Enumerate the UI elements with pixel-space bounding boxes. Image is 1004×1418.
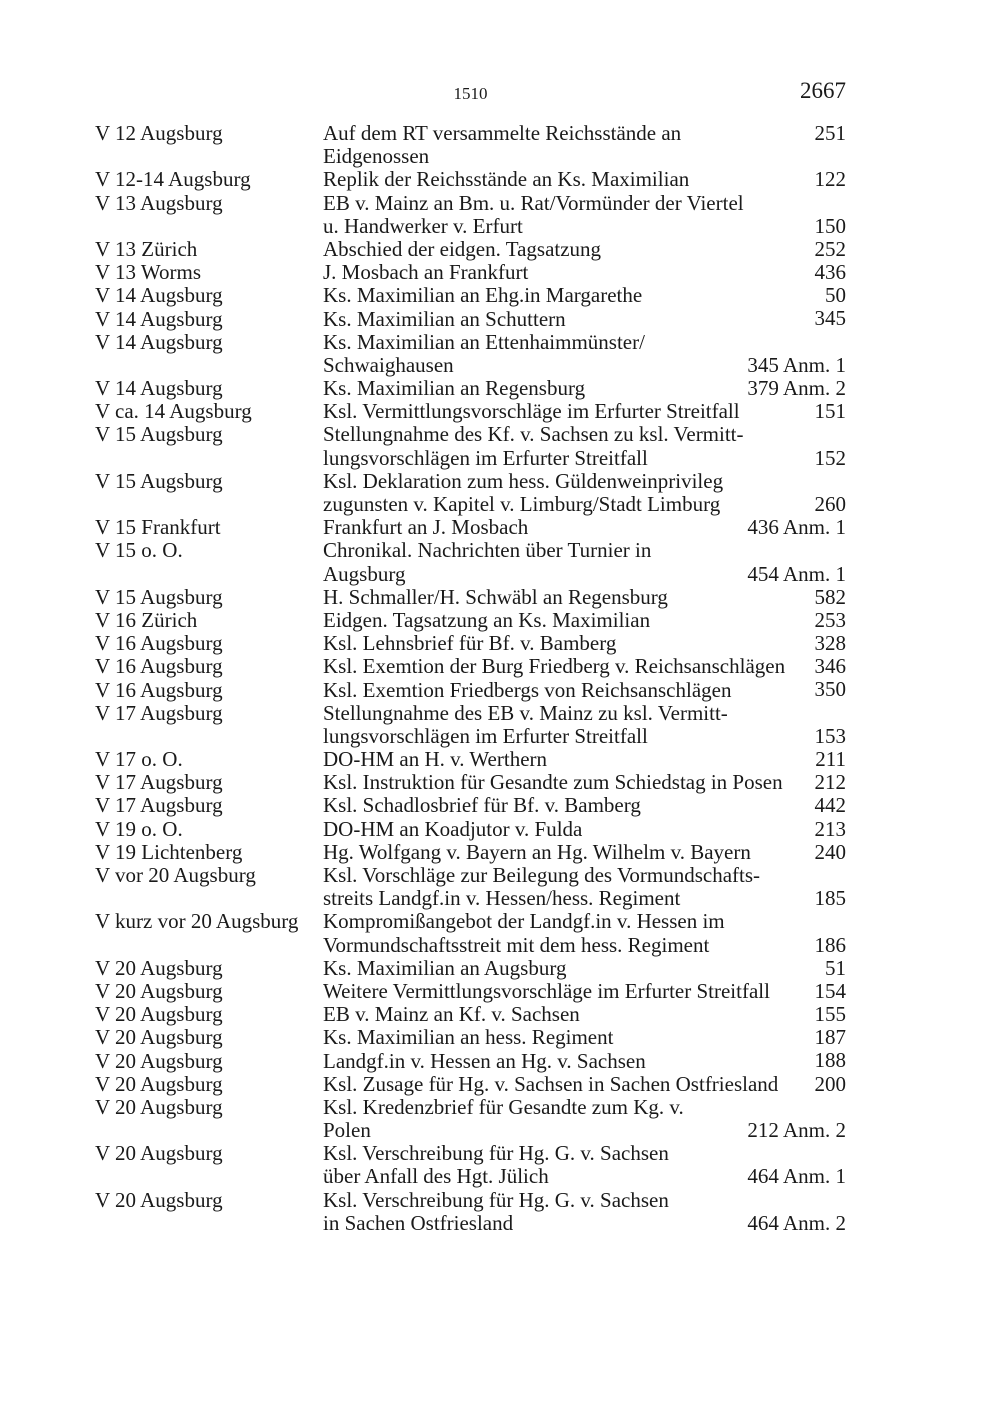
entry-description-text: Schwaighausen [323, 352, 454, 377]
entry-description-line [323, 794, 846, 817]
entry-date-place: V 16 Augsburg [95, 677, 223, 702]
entry-description [323, 122, 846, 168]
entry-description [323, 1189, 846, 1235]
entry-description-text: Augsburg [323, 561, 406, 586]
entry-description-text: über Anfall des Hgt. Jülich [323, 1164, 549, 1189]
entry-description-text: DO-HM an H. v. Werthern [323, 747, 548, 772]
entry-date-place: V 19 Lichtenberg [95, 839, 243, 864]
entry-date-place: V 17 o. O. [95, 747, 183, 772]
entry-reference-number: 260 [814, 491, 846, 516]
entry-reference-number: 51 [825, 955, 846, 980]
entry-reference-number: 50 [825, 283, 846, 308]
page-year: 1510 [453, 84, 488, 103]
entry-description-text: Chronikal. Nachrichten über Turnier in [323, 538, 652, 563]
entry-description-text: Ksl. Schadlosbrief für Bf. v. Bamberg [323, 793, 641, 818]
entry-description-text: DO-HM an Koadjutor v. Fulda [323, 816, 583, 841]
entry-description-line [323, 261, 846, 284]
entry-description-text: Kompromißangebot der Landgf.in v. Hessen im [323, 909, 725, 934]
entry-reference-number: 345 [814, 306, 846, 331]
entry-date-place: V 20 Augsburg [95, 978, 223, 1003]
entry-date-place: V 14 Augsburg [95, 329, 223, 354]
entry-description-line [323, 308, 846, 331]
entry-description [323, 516, 846, 539]
entry-description-text: Ksl. Instruktion für Gesandte zum Schiedstag in Posen [323, 770, 783, 795]
entry-description-line [323, 168, 846, 191]
entry-description [323, 841, 846, 864]
entry-description-text: Ksl. Verschreibung für Hg. G. v. Sachsen [323, 1187, 669, 1212]
entry-description-text: Ksl. Lehnsbrief für Bf. v. Bamberg [323, 631, 617, 656]
entry-description [323, 1050, 846, 1073]
entry-description-line [323, 493, 846, 516]
index-entry [95, 586, 846, 609]
entry-description-line [323, 1165, 846, 1188]
entry-description [323, 192, 846, 238]
entry-reference-number: 442 [814, 793, 846, 818]
entry-date-place: V vor 20 Augsburg [95, 863, 256, 887]
entry-description-line [323, 1050, 846, 1073]
entry-description-line [323, 516, 846, 539]
index-entry [95, 168, 846, 191]
index-entry [95, 1073, 846, 1096]
entry-description [323, 168, 846, 191]
entry-reference-number: 212 [814, 770, 846, 795]
entry-date-place: V 14 Augsburg [95, 376, 223, 401]
chronological-index [95, 122, 846, 1235]
entry-date-place: V 20 Augsburg [95, 1187, 223, 1212]
entry-description [323, 864, 846, 910]
entry-date-place: V 15 o. O. [95, 538, 183, 563]
entry-reference-number: 240 [814, 839, 846, 864]
entry-description-line [323, 957, 846, 980]
entry-description [323, 702, 846, 748]
entry-description-line [323, 1026, 846, 1049]
entry-description-line [323, 655, 846, 678]
entry-date-place: V 16 Augsburg [95, 654, 223, 679]
entry-description-line [323, 400, 846, 423]
entry-description [323, 331, 846, 377]
entry-description [323, 1096, 846, 1142]
entry-description [323, 377, 846, 400]
entry-reference-number: 454 Anm. 1 [747, 561, 846, 586]
index-entry [95, 980, 846, 1003]
entry-date-place: V ca. 14 Augsburg [95, 399, 252, 424]
index-entry [95, 748, 846, 771]
index-entry [95, 308, 846, 331]
entry-description-text: Abschied der eidgen. Tagsatzung [323, 236, 602, 261]
entry-description [323, 794, 846, 817]
entry-description-text: Replik der Reichsstände an Ks. Maximilian [323, 167, 690, 192]
entry-description-line [323, 910, 846, 933]
index-entry [95, 910, 846, 956]
index-entry [95, 400, 846, 423]
entry-reference-number: 151 [814, 399, 846, 424]
entry-description-line [323, 725, 846, 748]
index-entry [95, 794, 846, 817]
entry-date-place: V 20 Augsburg [95, 1094, 223, 1119]
entry-description [323, 423, 846, 469]
entry-description-text: Ks. Maximilian an Ettenhaimmünster/ [323, 329, 645, 354]
entry-reference-number: 379 Anm. 2 [747, 376, 846, 401]
entry-reference-number: 253 [814, 607, 846, 632]
entry-description-text: zugunsten v. Kapitel v. Limburg/Stadt Limburg [323, 492, 721, 516]
entry-date-place: V 19 o. O. [95, 816, 183, 841]
entry-reference-number: 436 [814, 260, 846, 285]
entry-reference-number: 200 [814, 1071, 846, 1096]
entry-description [323, 308, 846, 331]
entry-description-text: Hg. Wolfgang v. Bayern an Hg. Wilhelm v. Bayern [323, 839, 751, 864]
entry-description-line [323, 1096, 846, 1119]
entry-reference-number: 213 [814, 816, 846, 841]
entry-description-text: Landgf.in v. Hessen an Hg. v. Sachsen [323, 1048, 646, 1073]
entry-description-text: Vormundschaftsstreit mit dem hess. Regiment [323, 932, 710, 957]
entry-description-line [323, 1212, 846, 1235]
entry-description-line [323, 354, 846, 377]
entry-description [323, 284, 846, 307]
entry-date-place: V 13 Zürich [95, 236, 198, 261]
entry-reference-number: 252 [814, 236, 846, 261]
entry-description-text: Ksl. Verschreibung für Hg. G. v. Sachsen [323, 1141, 669, 1166]
entry-reference-number: 122 [814, 167, 846, 192]
entry-date-place: V 14 Augsburg [95, 283, 223, 308]
entry-description [323, 632, 846, 655]
entry-description [323, 400, 846, 423]
entry-description-text: Auf dem RT versammelte Reichsstände an [323, 121, 682, 145]
index-entry [95, 818, 846, 841]
index-entry [95, 539, 846, 585]
entry-description-line [323, 284, 846, 307]
index-entry [95, 192, 846, 238]
index-entry [95, 1026, 846, 1049]
entry-description [323, 910, 846, 956]
entry-description [323, 261, 846, 284]
entry-date-place: V 15 Augsburg [95, 468, 223, 493]
entry-description-text: Ks. Maximilian an Schuttern [323, 306, 566, 331]
entry-reference-number: 346 [814, 654, 846, 679]
entry-date-place: V 20 Augsburg [95, 1071, 223, 1096]
entry-description-text: u. Handwerker v. Erfurt [323, 213, 523, 238]
entry-reference-number: 150 [814, 213, 846, 238]
entry-description-line [323, 864, 846, 887]
entry-description [323, 980, 846, 1003]
entry-date-place: V 12 Augsburg [95, 121, 223, 145]
entry-description [323, 470, 846, 516]
index-entry [95, 679, 846, 702]
index-entry [95, 957, 846, 980]
index-entry [95, 771, 846, 794]
entry-description-text: Stellungnahme des Kf. v. Sachsen zu ksl. Vermitt- [323, 422, 744, 447]
entry-description [323, 539, 846, 585]
entry-reference-number: 154 [814, 978, 846, 1003]
index-entry [95, 377, 846, 400]
index-entry [95, 632, 846, 655]
entry-description-text: Ksl. Zusage für Hg. v. Sachsen in Sachen Ostfriesland [323, 1071, 779, 1096]
index-entry [95, 1142, 846, 1188]
entry-description-text: streits Landgf.in v. Hessen/hess. Regiment [323, 886, 681, 911]
entry-description-text: Eidgen. Tagsatzung an Ks. Maximilian [323, 607, 651, 632]
entry-description-line [323, 609, 846, 632]
entry-reference-number: 153 [814, 723, 846, 748]
entry-description-text: EB v. Mainz an Kf. v. Sachsen [323, 1002, 580, 1027]
entry-date-place: V 16 Augsburg [95, 631, 223, 656]
entry-description-line [323, 145, 846, 168]
entry-description [323, 679, 846, 702]
entry-description-text: lungsvorschlägen im Erfurter Streitfall [323, 445, 648, 470]
entry-description-line [323, 423, 846, 446]
index-entry [95, 423, 846, 469]
entry-description-text: in Sachen Ostfriesland [323, 1210, 514, 1235]
page-header [95, 78, 846, 108]
entry-description-text: Polen [323, 1118, 371, 1143]
entry-description-text: Frankfurt an J. Mosbach [323, 515, 529, 540]
entry-date-place: V 13 Worms [95, 260, 202, 285]
entry-date-place: V 13 Augsburg [95, 190, 223, 215]
entry-description-line [323, 818, 846, 841]
entry-reference-number: 212 Anm. 2 [747, 1118, 846, 1143]
index-entry [95, 284, 846, 307]
entry-description-text: Weitere Vermittlungsvorschläge im Erfurter Streitfall [323, 978, 770, 1003]
entry-description [323, 238, 846, 261]
entry-description-line [323, 1142, 846, 1165]
entry-description-line [323, 841, 846, 864]
entry-description [323, 748, 846, 771]
entry-description-line [323, 980, 846, 1003]
index-entry [95, 702, 846, 748]
entry-description [323, 655, 846, 678]
entry-description-line [323, 563, 846, 586]
entry-description [323, 1026, 846, 1049]
entry-description-line [323, 238, 846, 261]
entry-description-text: Ksl. Exemtion Friedbergs von Reichsanschlägen [323, 677, 732, 702]
entry-description [323, 1073, 846, 1096]
entry-description [323, 586, 846, 609]
index-entry [95, 1096, 846, 1142]
entry-description-line [323, 887, 846, 910]
entry-date-place: V 15 Augsburg [95, 584, 223, 609]
index-entry [95, 470, 846, 516]
entry-description [323, 771, 846, 794]
entry-description-line [323, 748, 846, 771]
entry-description-line [323, 679, 846, 702]
entry-description-line [323, 1119, 846, 1142]
entry-date-place: V 17 Augsburg [95, 700, 223, 725]
entry-description-text: EB v. Mainz an Bm. u. Rat/Vormünder der Viertel [323, 190, 744, 215]
entry-reference-number: 188 [814, 1048, 846, 1073]
entry-description-line [323, 122, 846, 145]
entry-date-place: V 20 Augsburg [95, 1048, 223, 1073]
entry-reference-number: 251 [814, 120, 846, 145]
index-entry [95, 655, 846, 678]
entry-description-text: Ks. Maximilian an Augsburg [323, 955, 567, 980]
entry-description-line [323, 771, 846, 794]
entry-description [323, 1142, 846, 1188]
entry-date-place: V 20 Augsburg [95, 1002, 223, 1027]
page-number: 2667 [800, 78, 846, 103]
entry-reference-number: 186 [814, 932, 846, 957]
entry-date-place: V 20 Augsburg [95, 1141, 223, 1166]
entry-reference-number: 464 Anm. 1 [747, 1164, 846, 1189]
entry-description-line [323, 586, 846, 609]
entry-description-text: Eidgenossen [323, 144, 430, 169]
entry-date-place: V 17 Augsburg [95, 793, 223, 818]
entry-reference-number: 185 [814, 886, 846, 911]
entry-reference-number: 152 [814, 445, 846, 470]
index-entry [95, 864, 846, 910]
entry-description-text: lungsvorschlägen im Erfurter Streitfall [323, 723, 648, 748]
entry-description-line [323, 470, 846, 493]
index-entry [95, 609, 846, 632]
entry-description-line [323, 331, 846, 354]
entry-description-line [323, 934, 846, 957]
entry-date-place: V 17 Augsburg [95, 770, 223, 795]
entry-description-line [323, 192, 846, 215]
entry-reference-number: 345 Anm. 1 [747, 352, 846, 377]
entry-date-place: V kurz vor 20 Augsburg [95, 909, 299, 934]
entry-reference-number: 187 [814, 1025, 846, 1050]
entry-description-line [323, 377, 846, 400]
index-entry [95, 331, 846, 377]
entry-description-text: Ksl. Deklaration zum hess. Güldenweinprivileg [323, 468, 724, 493]
index-entry [95, 122, 846, 168]
entry-date-place: V 15 Frankfurt [95, 515, 221, 540]
entry-description-text: Ksl. Exemtion der Burg Friedberg v. Reichsanschlägen [323, 654, 786, 679]
entry-description [323, 818, 846, 841]
index-entry [95, 1050, 846, 1073]
entry-description [323, 1003, 846, 1026]
entry-reference-number: 436 Anm. 1 [747, 515, 846, 540]
entry-reference-number: 155 [814, 1002, 846, 1027]
entry-description-text: Stellungnahme des EB v. Mainz zu ksl. Vermitt- [323, 700, 728, 725]
entry-description-text: H. Schmaller/H. Schwäbl an Regensburg [323, 584, 668, 609]
entry-date-place: V 20 Augsburg [95, 1025, 223, 1050]
entry-description-text: Ksl. Vorschläge zur Beilegung des Vormundschafts- [323, 863, 761, 887]
entry-date-place: V 12-14 Augsburg [95, 167, 251, 192]
entry-description-line [323, 1189, 846, 1212]
entry-description-text: Ksl. Vermittlungsvorschläge im Erfurter Streitfall [323, 399, 740, 424]
index-entry [95, 516, 846, 539]
entry-description [323, 957, 846, 980]
entry-description-text: J. Mosbach an Frankfurt [323, 260, 529, 285]
entry-description-text: Ks. Maximilian an Ehg.in Margarethe [323, 283, 643, 308]
entry-description-line [323, 632, 846, 655]
entry-description-text: Ksl. Kredenzbrief für Gesandte zum Kg. v. [323, 1094, 684, 1119]
entry-date-place: V 20 Augsburg [95, 955, 223, 980]
entry-reference-number: 582 [814, 584, 846, 609]
entry-description-text: Ks. Maximilian an hess. Regiment [323, 1025, 614, 1050]
index-entry [95, 1003, 846, 1026]
entry-reference-number: 211 [815, 747, 846, 772]
entry-description-line [323, 702, 846, 725]
entry-reference-number: 328 [814, 631, 846, 656]
index-entry [95, 261, 846, 284]
entry-description-line [323, 1003, 846, 1026]
entry-date-place: V 15 Augsburg [95, 422, 223, 447]
entry-description [323, 609, 846, 632]
entry-date-place: V 14 Augsburg [95, 306, 223, 331]
index-entry [95, 1189, 846, 1235]
entry-reference-number: 350 [814, 677, 846, 702]
entry-description-text: Ks. Maximilian an Regensburg [323, 376, 586, 401]
entry-description-line [323, 215, 846, 238]
entry-reference-number: 464 Anm. 2 [747, 1210, 846, 1235]
index-entry [95, 238, 846, 261]
entry-description-line [323, 447, 846, 470]
entry-description-line [323, 539, 846, 562]
entry-date-place: V 16 Zürich [95, 607, 198, 632]
entry-description-line [323, 1073, 846, 1096]
index-entry [95, 841, 846, 864]
